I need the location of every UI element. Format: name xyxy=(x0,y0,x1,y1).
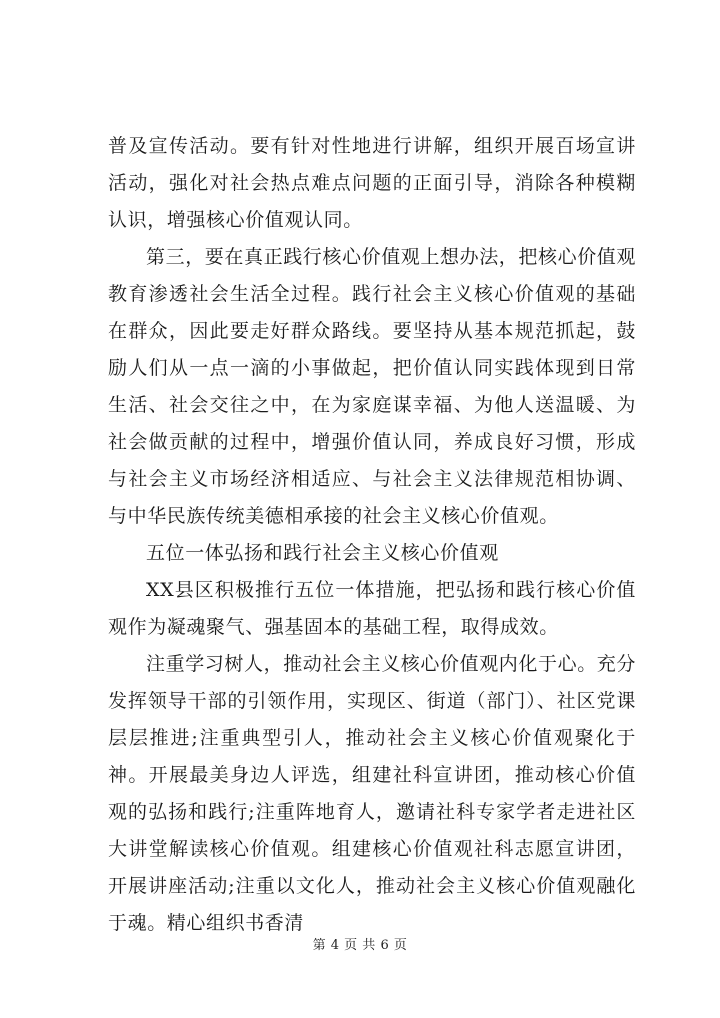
paragraph-third-point: 第三，要在真正践行核心价值观上想办法，把核心价值观教育渗透社会生活全过程。践行社会主义核心价值观的基础在群众，因此要走好群众路线。要坚持从基本规范抓起，鼓励人们从一点一滴的小事做起，把价值认同实践体现到日常生活、社会交往之中，在为家庭谋幸福、为他人送温暖、为社会做贡献的过程中，增强价值认同，养成良好习惯，形成与社会主义市场经济相适应、与社会主义法律规范相协调、与中华民族传统美德相承接的社会主义核心价值观。 xyxy=(108,246,637,527)
paragraph-county-intro: XX县区积极推行五位一体措施，把弘扬和践行核心价值观作为凝魂聚气、强基固本的基础工程，取得成效。 xyxy=(108,579,636,638)
document-body xyxy=(108,128,636,942)
paragraph-continuation: 普及宣传活动。要有针对性地进行讲解，组织开展百场宣讲活动，强化对社会热点难点问题的正面引导，消除各种模糊认识，增强核心价值观认同。 xyxy=(108,135,636,231)
page-number-footer: 第 4 页 共 6 页 xyxy=(312,938,408,953)
section-heading: 五位一体弘扬和践行社会主义核心价值观 xyxy=(146,542,499,564)
paragraph-measures: 注重学习树人，推动社会主义核心价值观内化于心。充分发挥领导干部的引领作用，实现区、街道（部门）、社区党课层层推进;注重典型引人，推动社会主义核心价值观聚化于神。开展最美身边人评选，组建社科宣讲团，推动核心价值观的弘扬和践行;注重阵地育人，邀请社科专家学者走进社区大讲堂解读核心价值观。组建核心价值观社科志愿宣讲团，开展讲座活动;注重以文化人，推动社会主义核心价值观融化于魂。精心组织书香清 xyxy=(108,653,637,934)
